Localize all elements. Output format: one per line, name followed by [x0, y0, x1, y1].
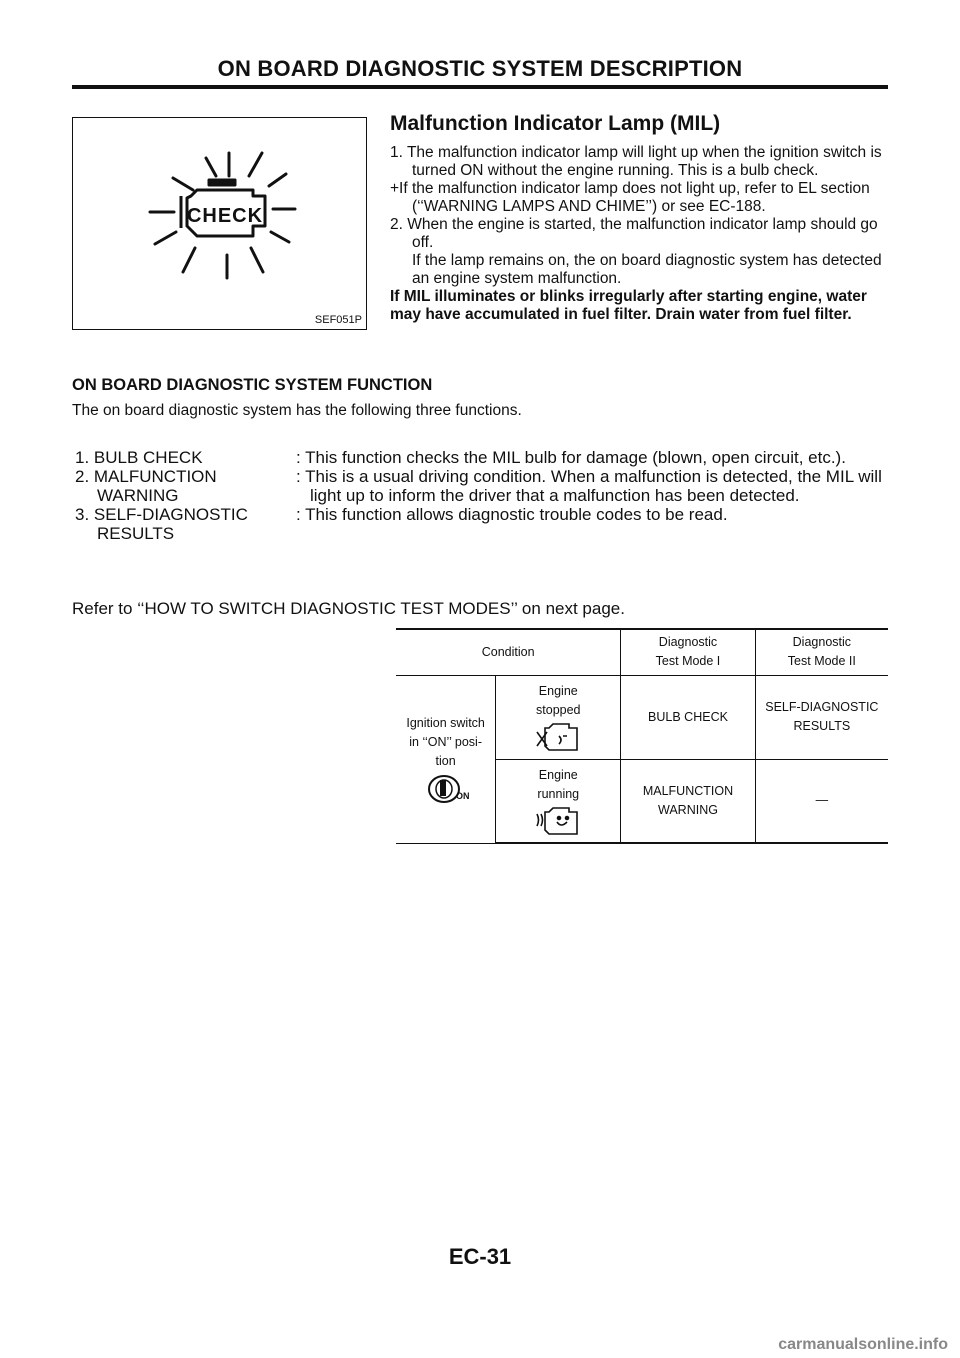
- engine-check-lamp-icon: [73, 118, 366, 329]
- refer-note: Refer to ‘‘HOW TO SWITCH DIAGNOSTIC TEST MODES’’ on next page.: [72, 599, 625, 618]
- page-number: EC-31: [448, 1244, 512, 1269]
- header-rule: [72, 85, 888, 89]
- key-on-label: ON: [455, 790, 470, 801]
- engine-running-cell: Engine running: [496, 759, 621, 843]
- header-mode-2: Diagnostic Test Mode II: [755, 629, 888, 675]
- mode1-engine-running: MALFUNCTION WARNING: [621, 759, 755, 843]
- mil-warning: If MIL illuminates or blinks irregularly after starting engine, water may have accumulated in fuel filter. Drain water from fuel filter.: [390, 288, 867, 323]
- mil-bullet: +If the malfunction indicator lamp does not light up, refer to EL section (‘‘WARNING LAMPS AND CHIME’’) or see EC-188.: [390, 180, 870, 215]
- mil-section: [390, 112, 890, 324]
- mil-heading: Malfunction Indicator Lamp (MIL): [390, 112, 721, 135]
- ignition-cell: Ignition switch in ‘‘ON’’ posi- tion ON: [396, 675, 496, 843]
- mil-item-1: 1. The malfunction indicator lamp will light up when the ignition switch is turned ON without the engine running. This is a bulb check.: [390, 144, 882, 179]
- mode2-engine-stopped: SELF-DIAGNOSTIC RESULTS: [755, 675, 888, 759]
- ignition-key-on-icon: [424, 771, 468, 805]
- mil-figure: [72, 117, 367, 330]
- functions-heading: ON BOARD DIAGNOSTIC SYSTEM FUNCTION: [72, 376, 433, 394]
- figure-code: SEF051P: [314, 314, 362, 326]
- mode2-engine-running: —: [755, 759, 888, 843]
- mode1-engine-stopped: BULB CHECK: [621, 675, 755, 759]
- header-condition: Condition: [396, 629, 621, 675]
- engine-stopped-cell: Engine stopped: [496, 675, 621, 759]
- function-item: 3. SELF-DIAGNOSTIC RESULTS : This function allows diagnostic trouble codes to be read.: [75, 505, 728, 543]
- function-item: 1. BULB CHECK : This function checks the MIL bulb for damage (blown, open circuit, etc.).: [75, 448, 846, 467]
- functions-intro: The on board diagnostic system has the following three functions.: [72, 402, 522, 419]
- header-mode-1: Diagnostic Test Mode I: [621, 629, 755, 675]
- diagnostic-mode-table: [396, 628, 888, 844]
- lamp-check-text: CHECK: [186, 205, 264, 227]
- functions-list: [72, 448, 892, 543]
- page-header-title: ON BOARD DIAGNOSTIC SYSTEM DESCRIPTION: [217, 56, 743, 81]
- engine-stopped-icon: [533, 720, 583, 752]
- mil-item-2: 2. When the engine is started, the malfunction indicator lamp should go off. If the lamp remains on, the on board diagnostic system has detected an engine system malfunction.: [390, 216, 882, 287]
- watermark: carmanualsonline.info: [778, 1336, 948, 1353]
- function-item: 2. MALFUNCTION WARNING : This is a usual driving condition. When a malfunction is detected, the MIL will light up to inform the driver that a malfunction has been detected.: [75, 467, 882, 505]
- engine-running-icon: [533, 804, 583, 836]
